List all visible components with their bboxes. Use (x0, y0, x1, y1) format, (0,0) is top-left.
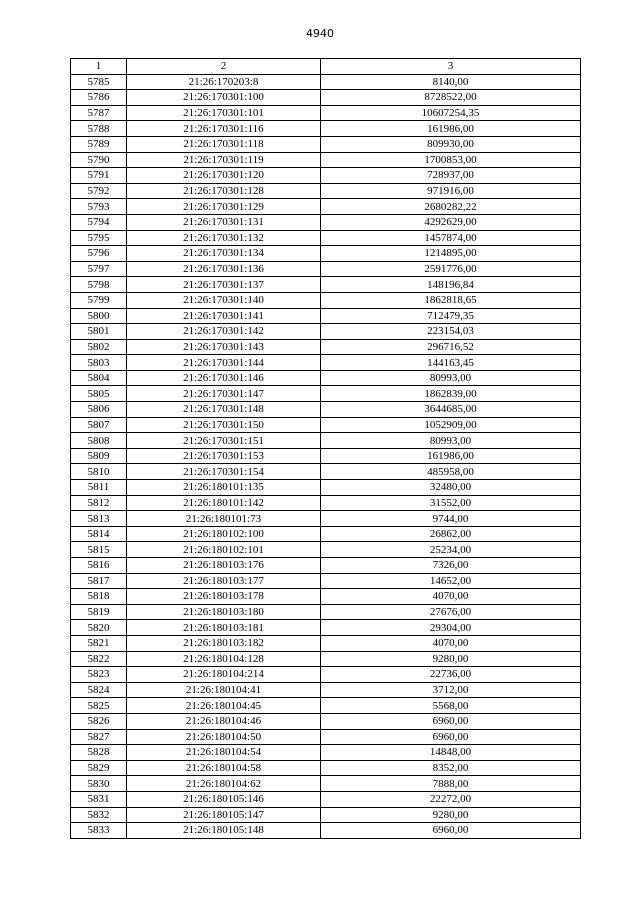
table-row (71, 682, 581, 698)
value-cell: 2680282,22 (321, 199, 581, 215)
value-cell: 5568,00 (321, 698, 581, 714)
value-cell: 7888,00 (321, 776, 581, 792)
value-cell: 4070,00 (321, 635, 581, 651)
row-number-cell: 5823 (71, 667, 127, 683)
value-cell: 3644685,00 (321, 402, 581, 418)
row-number-cell: 5828 (71, 745, 127, 761)
table-row (71, 105, 581, 121)
row-number-cell: 5816 (71, 558, 127, 574)
value-cell: 1052909,00 (321, 417, 581, 433)
cadastral-number-cell: 21:26:180102:100 (127, 526, 321, 542)
table-row (71, 807, 581, 823)
table-row (71, 448, 581, 464)
table-row (71, 604, 581, 620)
table-row (71, 776, 581, 792)
value-cell: 8140,00 (321, 74, 581, 90)
row-number-cell: 5787 (71, 105, 127, 121)
cadastral-number-cell: 21:26:170203:8 (127, 74, 321, 90)
table-row (71, 526, 581, 542)
cadastral-number-cell: 21:26:170301:132 (127, 230, 321, 246)
row-number-cell: 5794 (71, 214, 127, 230)
cadastral-number-cell: 21:26:180104:46 (127, 713, 321, 729)
value-cell: 9280,00 (321, 807, 581, 823)
value-cell: 4292629,00 (321, 214, 581, 230)
cadastral-number-cell: 21:26:180104:41 (127, 682, 321, 698)
cadastral-number-cell: 21:26:170301:143 (127, 339, 321, 355)
table-row (71, 667, 581, 683)
table-row (71, 230, 581, 246)
row-number-cell: 5825 (71, 698, 127, 714)
row-number-cell: 5806 (71, 402, 127, 418)
table-row (71, 698, 581, 714)
value-cell: 1700853,00 (321, 152, 581, 168)
value-cell: 31552,00 (321, 495, 581, 511)
cadastral-number-cell: 21:26:180103:181 (127, 620, 321, 636)
cadastral-number-cell: 21:26:170301:148 (127, 402, 321, 418)
row-number-cell: 5797 (71, 261, 127, 277)
row-number-cell: 5807 (71, 417, 127, 433)
table-row (71, 199, 581, 215)
cadastral-number-cell: 21:26:170301:141 (127, 308, 321, 324)
value-cell: 809930,00 (321, 136, 581, 152)
value-cell: 4070,00 (321, 589, 581, 605)
row-number-cell: 5822 (71, 651, 127, 667)
cadastral-number-cell: 21:26:180103:178 (127, 589, 321, 605)
table-row (71, 620, 581, 636)
cadastral-number-cell: 21:26:180104:50 (127, 729, 321, 745)
row-number-cell: 5824 (71, 682, 127, 698)
cadastral-number-cell: 21:26:180103:176 (127, 558, 321, 574)
table-row (71, 729, 581, 745)
column-header-1: 1 (71, 59, 127, 75)
cadastral-number-cell: 21:26:170301:128 (127, 183, 321, 199)
value-cell: 6960,00 (321, 729, 581, 745)
page-number: 4940 (306, 27, 334, 40)
row-number-cell: 5821 (71, 635, 127, 651)
cadastral-number-cell: 21:26:170301:129 (127, 199, 321, 215)
table-row (71, 760, 581, 776)
value-cell: 485958,00 (321, 464, 581, 480)
row-number-cell: 5832 (71, 807, 127, 823)
value-cell: 22272,00 (321, 791, 581, 807)
cadastral-number-cell: 21:26:170301:151 (127, 433, 321, 449)
row-number-cell: 5829 (71, 760, 127, 776)
table-body (71, 74, 581, 838)
cadastral-number-cell: 21:26:180101:135 (127, 480, 321, 496)
value-cell: 223154,03 (321, 324, 581, 340)
table-row (71, 152, 581, 168)
value-cell: 161986,00 (321, 121, 581, 137)
value-cell: 14652,00 (321, 573, 581, 589)
table-row (71, 370, 581, 386)
cadastral-number-cell: 21:26:170301:120 (127, 168, 321, 184)
value-cell: 9280,00 (321, 651, 581, 667)
row-number-cell: 5814 (71, 526, 127, 542)
table-row (71, 261, 581, 277)
cadastral-number-cell: 21:26:170301:144 (127, 355, 321, 371)
row-number-cell: 5810 (71, 464, 127, 480)
value-cell: 29304,00 (321, 620, 581, 636)
table-row (71, 558, 581, 574)
row-number-cell: 5805 (71, 386, 127, 402)
table-row (71, 246, 581, 262)
cadastral-number-cell: 21:26:170301:131 (127, 214, 321, 230)
table-row (71, 791, 581, 807)
row-number-cell: 5813 (71, 511, 127, 527)
table-row (71, 214, 581, 230)
row-number-cell: 5790 (71, 152, 127, 168)
table-row (71, 589, 581, 605)
cadastral-number-cell: 21:26:170301:137 (127, 277, 321, 293)
table-row (71, 308, 581, 324)
row-number-cell: 5791 (71, 168, 127, 184)
cadastral-number-cell: 21:26:180102:101 (127, 542, 321, 558)
row-number-cell: 5826 (71, 713, 127, 729)
value-cell: 27676,00 (321, 604, 581, 620)
table-row (71, 90, 581, 106)
cadastral-number-cell: 21:26:170301:150 (127, 417, 321, 433)
value-cell: 80993,00 (321, 433, 581, 449)
row-number-cell: 5789 (71, 136, 127, 152)
cadastral-number-cell: 21:26:180105:148 (127, 823, 321, 839)
registry-table (70, 58, 581, 839)
value-cell: 25234,00 (321, 542, 581, 558)
cadastral-number-cell: 21:26:170301:147 (127, 386, 321, 402)
cadastral-number-cell: 21:26:170301:142 (127, 324, 321, 340)
column-header-3: 3 (321, 59, 581, 75)
row-number-cell: 5808 (71, 433, 127, 449)
row-number-cell: 5786 (71, 90, 127, 106)
row-number-cell: 5796 (71, 246, 127, 262)
table-row (71, 121, 581, 137)
cadastral-number-cell: 21:26:170301:153 (127, 448, 321, 464)
table-row (71, 745, 581, 761)
cadastral-number-cell: 21:26:180103:180 (127, 604, 321, 620)
value-cell: 728937,00 (321, 168, 581, 184)
value-cell: 712479,35 (321, 308, 581, 324)
table-row (71, 74, 581, 90)
row-number-cell: 5802 (71, 339, 127, 355)
table-row (71, 277, 581, 293)
value-cell: 296716,52 (321, 339, 581, 355)
row-number-cell: 5811 (71, 480, 127, 496)
table-row (71, 355, 581, 371)
cadastral-number-cell: 21:26:180101:73 (127, 511, 321, 527)
table-row (71, 339, 581, 355)
table-row (71, 183, 581, 199)
value-cell: 7326,00 (321, 558, 581, 574)
row-number-cell: 5815 (71, 542, 127, 558)
cadastral-number-cell: 21:26:180104:128 (127, 651, 321, 667)
row-number-cell: 5801 (71, 324, 127, 340)
value-cell: 1214895,00 (321, 246, 581, 262)
row-number-cell: 5819 (71, 604, 127, 620)
table-row (71, 417, 581, 433)
table-row (71, 511, 581, 527)
value-cell: 9744,00 (321, 511, 581, 527)
table-row (71, 402, 581, 418)
cadastral-number-cell: 21:26:180103:177 (127, 573, 321, 589)
row-number-cell: 5804 (71, 370, 127, 386)
row-number-cell: 5800 (71, 308, 127, 324)
cadastral-number-cell: 21:26:170301:100 (127, 90, 321, 106)
value-cell: 80993,00 (321, 370, 581, 386)
table-row (71, 495, 581, 511)
value-cell: 2591776,00 (321, 261, 581, 277)
row-number-cell: 5827 (71, 729, 127, 745)
row-number-cell: 5830 (71, 776, 127, 792)
table-row (71, 542, 581, 558)
row-number-cell: 5798 (71, 277, 127, 293)
table-row (71, 480, 581, 496)
table-row (71, 168, 581, 184)
table-row (71, 464, 581, 480)
table-row (71, 823, 581, 839)
value-cell: 1862839,00 (321, 386, 581, 402)
value-cell: 8728522,00 (321, 90, 581, 106)
row-number-cell: 5799 (71, 292, 127, 308)
cadastral-number-cell: 21:26:180104:214 (127, 667, 321, 683)
table-row (71, 573, 581, 589)
table-row (71, 324, 581, 340)
cadastral-number-cell: 21:26:170301:118 (127, 136, 321, 152)
value-cell: 161986,00 (321, 448, 581, 464)
cadastral-number-cell: 21:26:180104:58 (127, 760, 321, 776)
row-number-cell: 5803 (71, 355, 127, 371)
cadastral-number-cell: 21:26:170301:101 (127, 105, 321, 121)
value-cell: 8352,00 (321, 760, 581, 776)
cadastral-number-cell: 21:26:180103:182 (127, 635, 321, 651)
cadastral-number-cell: 21:26:170301:119 (127, 152, 321, 168)
cadastral-number-cell: 21:26:170301:140 (127, 292, 321, 308)
value-cell: 32480,00 (321, 480, 581, 496)
value-cell: 3712,00 (321, 682, 581, 698)
value-cell: 148196,84 (321, 277, 581, 293)
cadastral-number-cell: 21:26:170301:154 (127, 464, 321, 480)
value-cell: 1457874,00 (321, 230, 581, 246)
value-cell: 10607254,35 (321, 105, 581, 121)
row-number-cell: 5809 (71, 448, 127, 464)
cadastral-number-cell: 21:26:180104:45 (127, 698, 321, 714)
row-number-cell: 5833 (71, 823, 127, 839)
row-number-cell: 5788 (71, 121, 127, 137)
value-cell: 22736,00 (321, 667, 581, 683)
header-row (71, 59, 581, 75)
row-number-cell: 5793 (71, 199, 127, 215)
row-number-cell: 5812 (71, 495, 127, 511)
value-cell: 6960,00 (321, 713, 581, 729)
table-row (71, 136, 581, 152)
row-number-cell: 5820 (71, 620, 127, 636)
table-row (71, 292, 581, 308)
table-row (71, 433, 581, 449)
value-cell: 971916,00 (321, 183, 581, 199)
cadastral-number-cell: 21:26:180104:62 (127, 776, 321, 792)
row-number-cell: 5818 (71, 589, 127, 605)
cadastral-number-cell: 21:26:170301:146 (127, 370, 321, 386)
table-row (71, 713, 581, 729)
row-number-cell: 5785 (71, 74, 127, 90)
value-cell: 144163,45 (321, 355, 581, 371)
value-cell: 1862818,65 (321, 292, 581, 308)
value-cell: 14848,00 (321, 745, 581, 761)
cadastral-number-cell: 21:26:170301:116 (127, 121, 321, 137)
cadastral-number-cell: 21:26:180105:146 (127, 791, 321, 807)
value-cell: 6960,00 (321, 823, 581, 839)
column-header-2: 2 (127, 59, 321, 75)
row-number-cell: 5817 (71, 573, 127, 589)
row-number-cell: 5795 (71, 230, 127, 246)
cadastral-number-cell: 21:26:180101:142 (127, 495, 321, 511)
table-row (71, 635, 581, 651)
row-number-cell: 5831 (71, 791, 127, 807)
value-cell: 26862,00 (321, 526, 581, 542)
cadastral-number-cell: 21:26:170301:136 (127, 261, 321, 277)
cadastral-number-cell: 21:26:180105:147 (127, 807, 321, 823)
cadastral-number-cell: 21:26:180104:54 (127, 745, 321, 761)
cadastral-number-cell: 21:26:170301:134 (127, 246, 321, 262)
table-row (71, 386, 581, 402)
table-row (71, 651, 581, 667)
row-number-cell: 5792 (71, 183, 127, 199)
